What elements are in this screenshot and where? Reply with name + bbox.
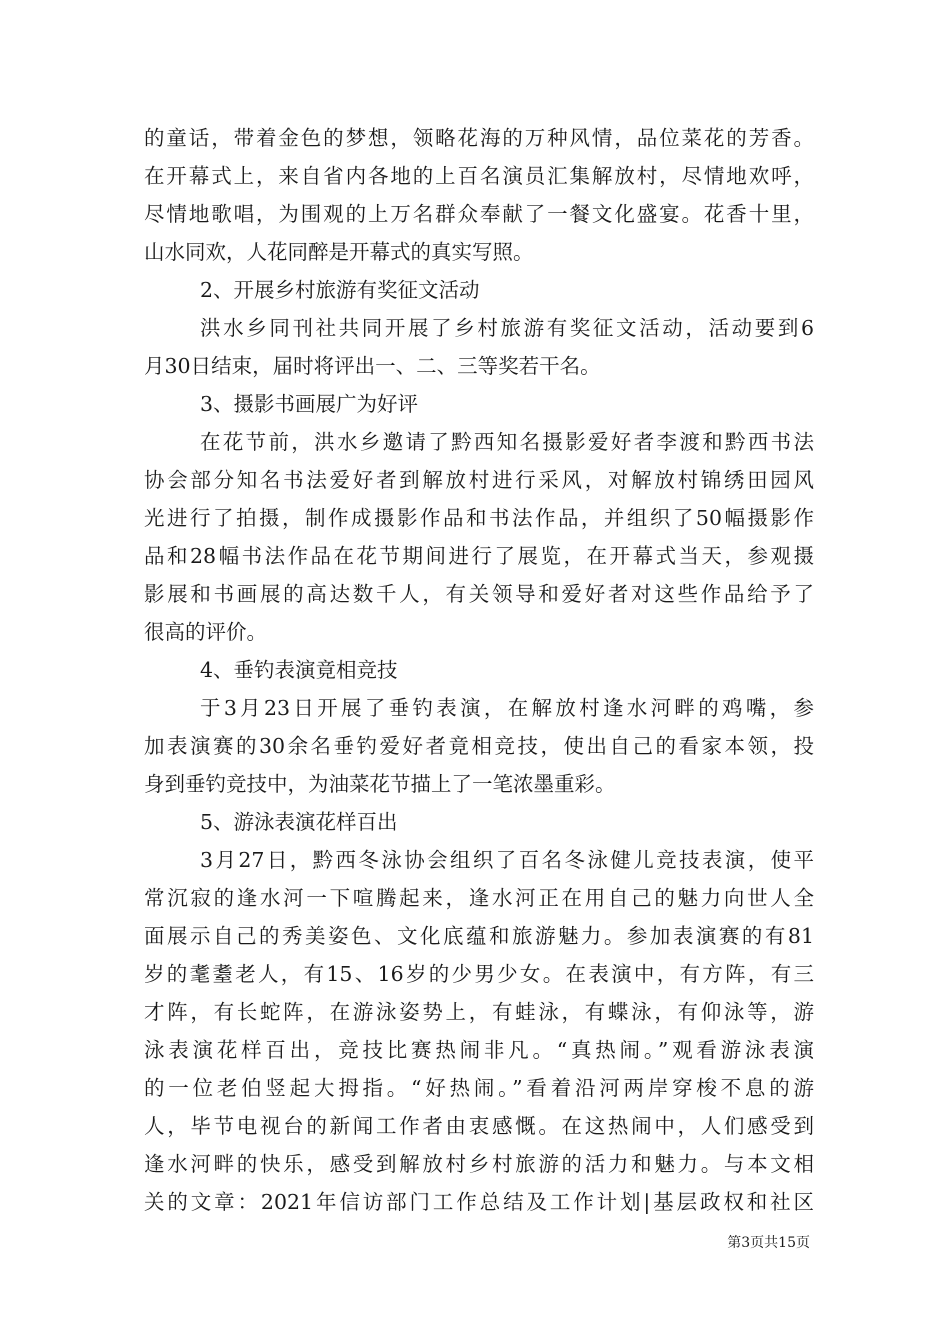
page-number: 第3页共15页 (727, 1235, 810, 1251)
text-line: 面展示自己的秀美姿色、文化底蕴和旅游魅力。参加表演赛的有81 (144, 924, 814, 948)
text-line: 泳表演花样百出，竞技比赛热闹非凡。“真热闹。”观看游泳表演 (144, 1038, 814, 1062)
text-line: 很高的评价。 (144, 620, 267, 644)
text-line: 影展和书画展的高达数千人，有关领导和爱好者对这些作品给予了 (144, 582, 814, 606)
text-line: 山水同欢，人花同醉是开幕式的真实写照。 (144, 240, 534, 264)
text-line: 尽情地歌唱，为围观的上万名群众奉献了一餐文化盛宴。花香十里， (144, 202, 814, 226)
text-line: 的童话，带着金色的梦想，领略花海的万种风情，品位菜花的芳香。 (144, 126, 814, 150)
text-line: 的一位老伯竖起大拇指。“好热闹。”看着沿河两岸穿梭不息的游 (144, 1076, 814, 1100)
text-line: 月30日结束，届时将评出一、二、三等奖若干名。 (144, 354, 601, 378)
text-line: 逢水河畔的快乐，感受到解放村乡村旅游的活力和魅力。与本文相 (144, 1152, 814, 1176)
text-line: 洪水乡同刊社共同开展了乡村旅游有奖征文活动，活动要到6 (200, 316, 814, 340)
text-line: 关的文章：2021年信访部门工作总结及工作计划|基层政权和社区 (144, 1190, 814, 1214)
text-line: 于3月23日开展了垂钓表演，在解放村逢水河畔的鸡嘴，参 (200, 696, 814, 720)
text-line: 身到垂钓竞技中，为油菜花节描上了一笔浓墨重彩。 (144, 772, 616, 796)
section-heading: 2、开展乡村旅游有奖征文活动 (200, 278, 480, 302)
section-heading: 4、垂钓表演竟相竞技 (200, 658, 398, 682)
text-line: 在开幕式上，来自省内各地的上百名演员汇集解放村，尽情地欢呼， (144, 164, 814, 188)
text-line: 协会部分知名书法爱好者到解放村进行采风，对解放村锦绣田园风 (144, 468, 814, 492)
section-heading: 5、游泳表演花样百出 (200, 810, 398, 834)
section-heading: 3、摄影书画展广为好评 (200, 392, 419, 416)
text-line: 3月27日，黔西冬泳协会组织了百名冬泳健儿竞技表演，使平 (200, 848, 814, 872)
text-line: 在花节前，洪水乡邀请了黔西知名摄影爱好者李渡和黔西书法 (200, 430, 814, 454)
text-line: 光进行了拍摄，制作成摄影作品和书法作品，并组织了50幅摄影作 (144, 506, 814, 530)
text-line: 才阵，有长蛇阵，在游泳姿势上，有蛙泳，有蝶泳，有仰泳等，游 (144, 1000, 814, 1024)
text-line: 岁的耄耋老人，有15、16岁的少男少女。在表演中，有方阵，有三 (144, 962, 814, 986)
text-line: 人，毕节电视台的新闻工作者由衷感慨。在这热闹中，人们感受到 (144, 1114, 814, 1138)
text-line: 品和28幅书法作品在花节期间进行了展览，在开幕式当天，参观摄 (144, 544, 814, 568)
text-line: 加表演赛的30余名垂钓爱好者竟相竞技，使出自己的看家本领，投 (144, 734, 814, 758)
text-line: 常沉寂的逢水河一下喧腾起来，逢水河正在用自己的魅力向世人全 (144, 886, 814, 910)
